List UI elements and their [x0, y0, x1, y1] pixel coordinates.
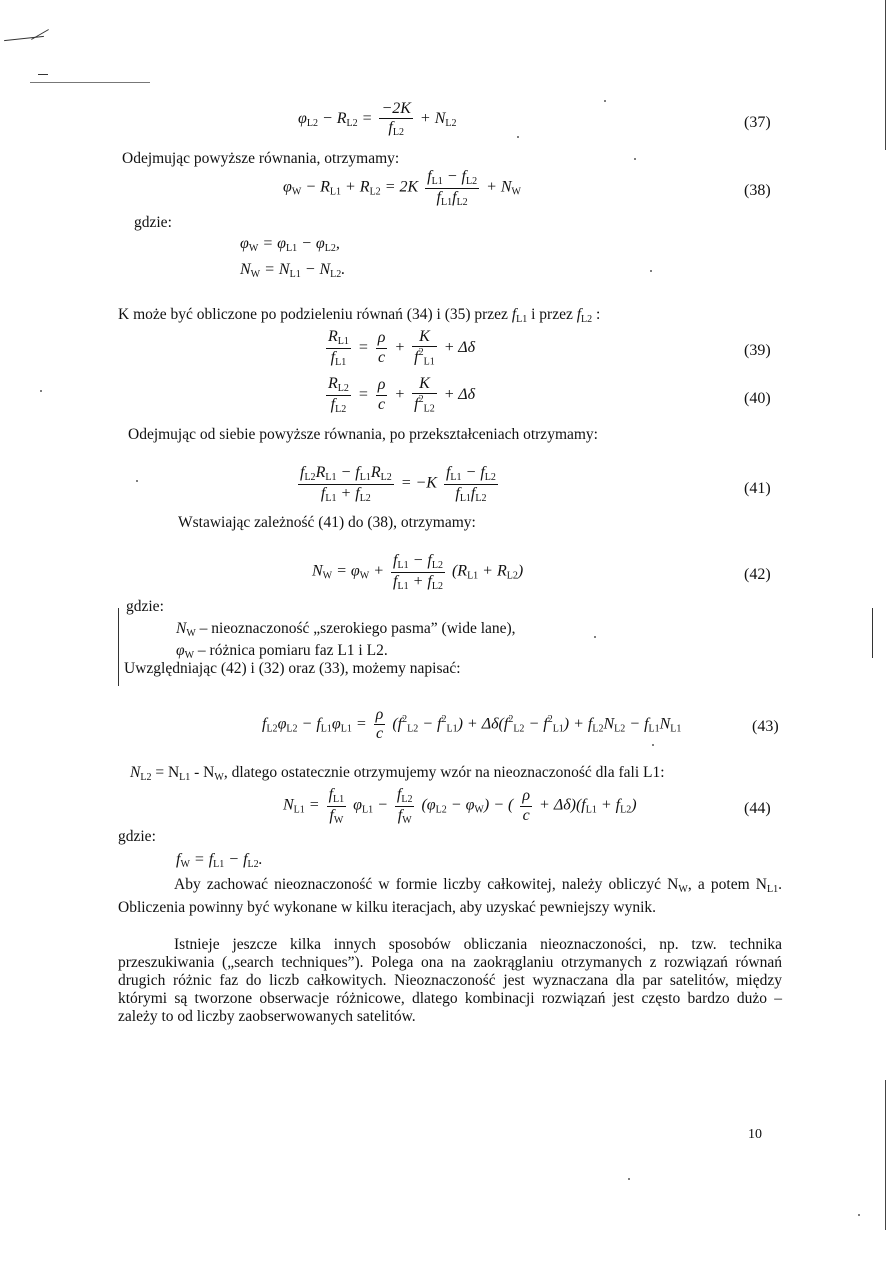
page-number: 10: [748, 1127, 762, 1142]
text-line-nl2: $N_{L2} = N_{L1} - N_W$, dlatego ostatecznie otrzymujemy wzór na nieoznaczoność dla fali L1:: [130, 764, 665, 783]
scan-mark-mid: [30, 82, 150, 83]
eq-number-39: (39): [744, 342, 771, 359]
text-line-3: Wstawiając zależność (41) do (38), otrzymamy:: [178, 514, 476, 531]
eq-number-40: (40): [744, 390, 771, 407]
eq-number-44: (44): [744, 800, 771, 817]
text-line-1: Odejmując powyższe równania, otrzymamy:: [122, 150, 400, 167]
text-k-b: i przez: [527, 306, 577, 323]
equation-40: $\frac{R_{L2}}{f_{L2}}$ = $\frac{\rho}{c}$ + $\frac{K}{f^2_{L2}}$ + Δδ: [328, 375, 476, 415]
equation-39: $\frac{R_{L1}}{f_{L1}}$ = $\frac{\rho}{c}$ + $\frac{K}{f^2_{L1}}$ + Δδ: [328, 328, 476, 368]
equation-38: $\varphi_W - R_{L1} + R_{L2} = 2K$ $\frac{f_{L1} - f_{L2}}{f_{L1}f_{L2}}$ + $N_W$: [283, 168, 521, 208]
equation-42: $N_W = \varphi_W$ + $\frac{f_{L1} - f_{L2}}{f_{L1} + f_{L2}}$ $(R_{L1} + R_{L2})$: [312, 552, 524, 592]
scan-mark-mid2: [38, 74, 48, 75]
text-nl2-a: = N: [151, 764, 180, 781]
equation-41: $\frac{f_{L2}R_{L1} - f_{L1}R_{L2}}{f_{L1} + f_{L2}}$ = −K $\frac{f_{L1} - f_{L2}}{f_{L1}f_{L2}}$: [300, 464, 496, 504]
equation-44: $N_{L1}$ = $\frac{f_{L1}}{f_W}$ $\varphi_{L1}$ − $\frac{f_{L2}}{f_W}$ $(\varphi_{L2} - \varphi_W)$ − ( $\frac{\rho}{c}$ + $\Delta\delta)(f_{L1} + f_{L2})$: [283, 786, 637, 826]
eq-number-38: (38): [744, 182, 771, 199]
label-gdzie-2: gdzie:: [126, 598, 164, 615]
scan-speck: [858, 1214, 860, 1216]
scan-speck: [40, 390, 42, 392]
label-gdzie-1: gdzie:: [134, 214, 172, 231]
desc-n-w: $N_W$ – nieoznaczoność „szerokiego pasma” (wide lane),: [176, 620, 516, 639]
paragraph-2: Istnieje jeszcze kilka innych sposobów obliczania nieoznaczoności, np. tzw. technika przeszukiwania („search techniques”). Polega ona na zaokrąglaniu otrzymanych z rozwiązań równań drugich różnic faz do liczb całkowitych. Nieoznaczoność jest wyznaczana dla par satelitów, między którymi są tworzone obserwacje różnicowe, dlatego kombinacji rozwiązań jest często bardzo dużo – zależy to od liczby zaobserwowanych satelitów.: [118, 936, 782, 1025]
text-line-2: Odejmując od siebie powyższe równania, po przekształceniach otrzymamy:: [128, 426, 598, 443]
scan-speck: [634, 158, 636, 160]
page-edge-top: [885, 0, 886, 150]
scan-mark-top: [4, 36, 44, 41]
def-f-w: $f_W = f_{L1} - f_{L2}$.: [176, 851, 263, 870]
paragraph-1-c: . Obliczenia powinny być wykonane w kilku iteracjach, aby uzyskać pewniejszy wynik.: [118, 876, 782, 916]
equation-37: $\varphi_{L2} - R_{L2}$ = $\frac{-2K}{f_{L2}}$ + $N_{L2}$: [298, 100, 457, 139]
paragraph-1-a: Aby zachować nieoznaczoność w formie liczby całkowitej, należy obliczyć N: [174, 876, 679, 893]
text-nl2-b: - N: [190, 764, 215, 781]
scan-speck: [650, 270, 652, 272]
desc-phi-w: $\varphi_W$ – różnica pomiaru faz L1 i L2.: [176, 642, 388, 661]
eq-number-37: (37): [744, 114, 771, 131]
desc-phi-w-text: – różnica pomiaru faz L1 i L2.: [194, 642, 388, 659]
def-phi-w: $\varphi_W = \varphi_{L1} - \varphi_{L2}$,: [240, 235, 340, 254]
paragraph-1: Aby zachować nieoznaczoność w formie liczby całkowitej, należy obliczyć $N_W$, a potem $N_{L1}$. Obliczenia powinny być wykonane w kilku iteracjach, aby uzyskać pewniejszy wynik.: [118, 876, 782, 916]
label-gdzie-3: gdzie:: [118, 828, 156, 845]
scan-speck: [628, 1178, 630, 1180]
eq-number-42: (42): [744, 566, 771, 583]
eq-number-43: (43): [752, 718, 779, 735]
scan-speck: [594, 636, 596, 638]
def-n-w: $N_W = N_{L1} - N_{L2}$.: [240, 261, 346, 280]
scan-speck: [652, 744, 654, 746]
margin-bar-right: [872, 608, 873, 658]
eq-number-41: (41): [744, 480, 771, 497]
desc-n-w-text: – nieoznaczoność „szerokiego pasma” (wide lane),: [195, 620, 516, 637]
text-k-a: K może być obliczone po podzieleniu równań (34) i (35) przez: [118, 306, 512, 323]
equation-43: $f_{L2}\varphi_{L2} - f_{L1}\varphi_{L1}$ = $\frac{\rho}{c}$ $(f^2_{L2} - f^2_{L1}) + \Delta\delta(f^2_{L2} - f^2_{L1}) + f_{L2}N_{L2} - f_{L1}N_{L1}$: [262, 706, 682, 743]
scan-speck: [517, 136, 519, 138]
scan-speck: [604, 100, 606, 102]
page-edge-bottom: [885, 1080, 886, 1230]
margin-bar-left: [118, 608, 119, 686]
text-k-line: K może być obliczone po podzieleniu równań (34) i (35) przez $f_{L1}$ i przez $f_{L2}$ :: [118, 306, 601, 325]
text-nl2-c: , dlatego ostatecznie otrzymujemy wzór na nieoznaczoność dla fali L1:: [223, 764, 665, 781]
scan-mark-top2: [31, 29, 49, 40]
text-line-4: Uwzględniając (42) i (32) oraz (33), możemy napisać:: [124, 660, 461, 677]
paragraph-1-b: , a potem N: [687, 876, 768, 893]
scan-speck: [136, 480, 138, 482]
